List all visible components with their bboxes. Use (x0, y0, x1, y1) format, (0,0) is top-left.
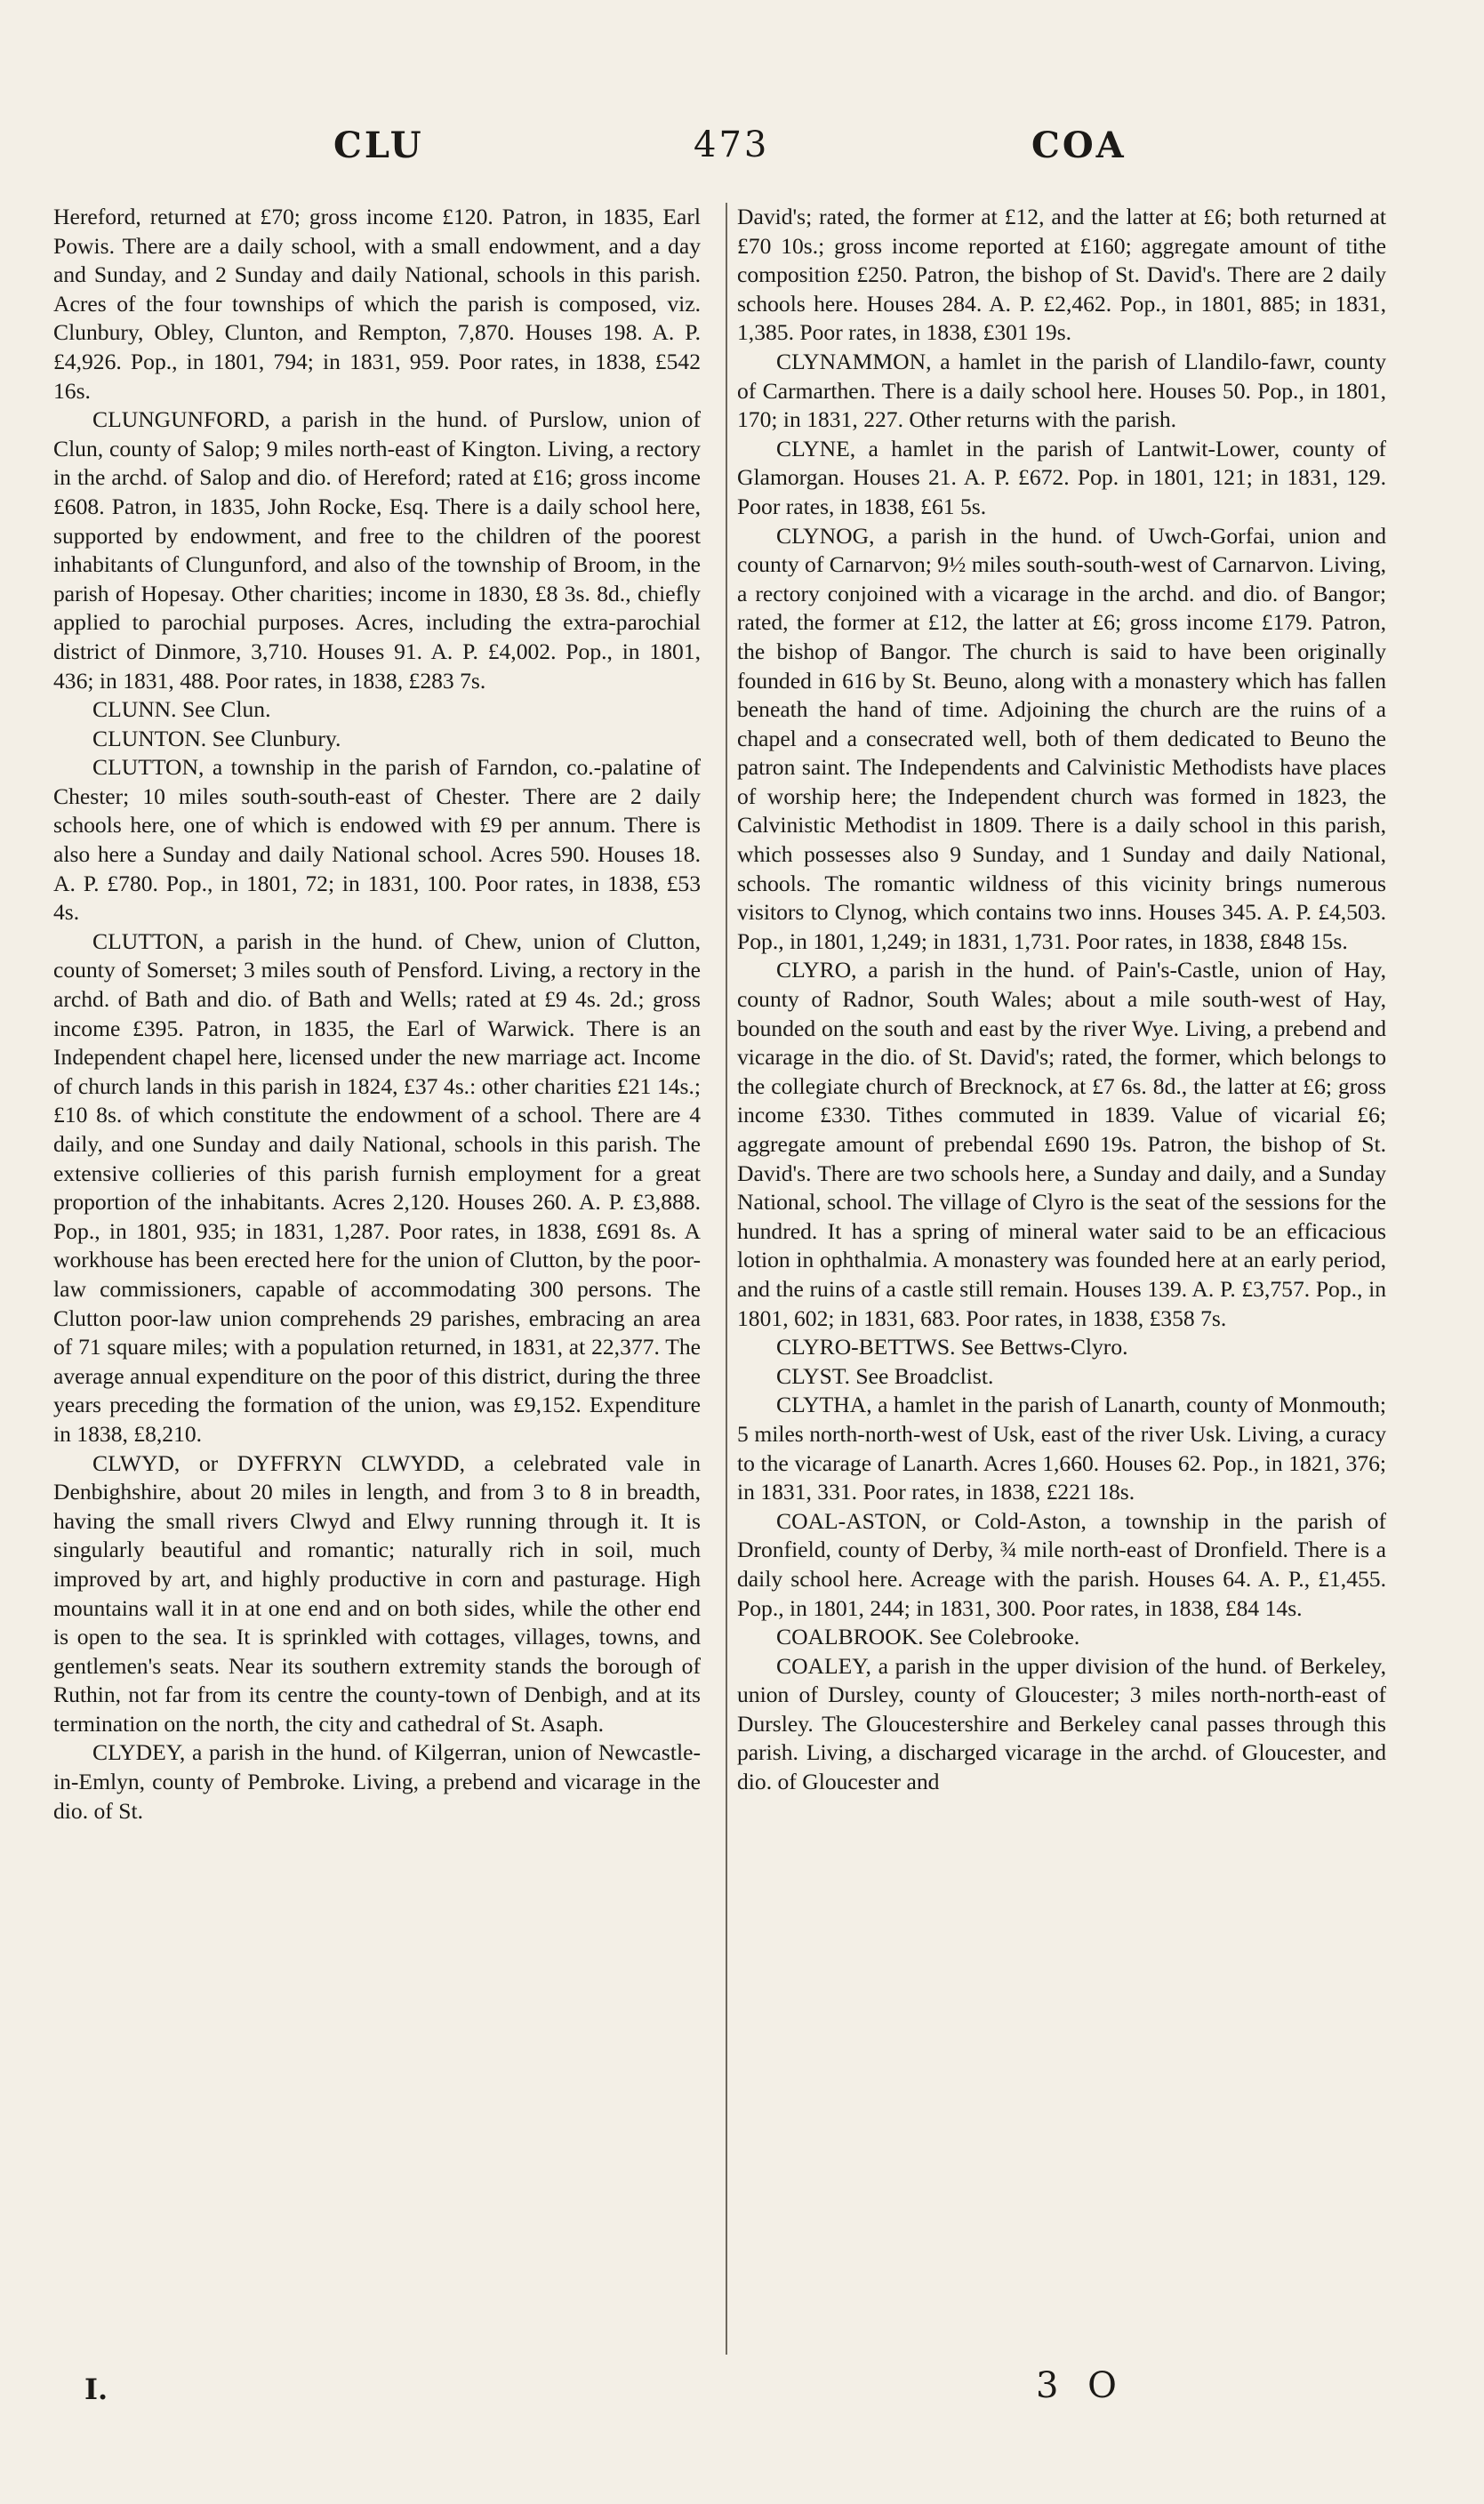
page-number: 473 (694, 124, 770, 165)
entry-coal-aston: COAL-ASTON, or Cold-Aston, a township in the parish of Dronfield, county of Derby, ¾ mile north-east of Dronfield. There is a daily school here. Acreage with the parish. Houses 64. A. P., £1,455. Pop., in 1801, 244; in 1831, 300. Poor rates, in 1838, £84 14s. (737, 1507, 1386, 1621)
signature-left: I. (84, 2372, 108, 2406)
entry-clytha: CLYTHA, a hamlet in the parish of Lanarth, county of Monmouth; 5 miles north-north-west of Usk, east of the river Usk. Living, a curacy to the vicarage of Lanarth. Acres 1,660. Houses 62. Pop., in 1821, 376; in 1831, 331. Poor rates, in 1838, £221 18s. (737, 1392, 1386, 1505)
entry-clynammon: CLYNAMMON, a hamlet in the parish of Llandilo-fawr, county of Carmarthen. There is a daily school here. Houses 50. Pop., in 1801, 170; in 1831, 227. Other returns with the parish. (737, 348, 1386, 433)
entry-clyro-bettws: CLYRO-BETTWS. See Bettws-Clyro. (776, 1334, 1128, 1360)
entry-clutton-parish: CLUTTON, a parish in the hund. of Chew, union of Clutton, county of Somerset; 3 miles south of Pensford. Living, a rectory in the archd. of Bath and dio. of Bath and Wells; rated at £9 4s. 2d.; gross income £395. Patron, in 1835, the Earl of Warwick. There is an Independent chapel here, licensed under the new marriage act. Income of church lands in this parish in 1824, £37 4s.: other charities £21 14s.; £10 8s. of which constitute the endowment of a school. There are 4 daily, and one Sunday and daily National, schools in this parish. The extensive collieries of this parish furnish employment for a great proportion of the inhabitants. Acres 2,120. Houses 260. A. P. £3,888. Pop., in 1801, 935; in 1831, 1,287. Poor rates, in 1838, £691 8s. A workhouse has been erected here for the union of Clutton, by the poor-law commissioners, capable of accommodating 300 persons. The Clutton poor-law union comprehends 29 parishes, embracing an area of 71 square miles; with a population returned, in 1831, at 22,377. The average annual expenditure on the poor of this district, during the three years preceding the formation of the union, was £9,152. Expenditure in 1838, £8,210. (53, 927, 701, 1447)
entry-clutton-township: CLUTTON, a township in the parish of Farndon, co.-palatine of Chester; 10 miles south-south-east of Chester. There are 2 daily schools here, one of which is endowed with £9 per annum. There is also here a Sunday and daily National school. Acres 590. Houses 18. A. P. £780. Pop., in 1801, 72; in 1831, 100. Poor rates, in 1838, £53 4s. (53, 754, 701, 926)
entry-clyne: CLYNE, a hamlet in the parish of Lantwit-Lower, county of Glamorgan. Houses 21. A. P. £672. Pop. in 1801, 121; in 1831, 129. Poor rates, in 1838, £61 5s. (737, 435, 1386, 519)
entry-clyst: CLYST. See Broadclist. (776, 1362, 994, 1389)
signature-mark: 3 O (1036, 2365, 1126, 2406)
entry-clwyd: CLWYD, or DYFFRYN CLWYDD, a celebrated vale in Denbighshire, about 20 miles in length, and from 3 to 8 in breadth, having the small rivers Clwyd and Elwy running through it. It is singularly beautiful and romantic; naturally rich in soil, much improved by art, and highly productive in corn and pasturage. High mountains wall it in at one end and on both sides, while the other end is open to the sea. It is sprinkled with cottages, villages, towns, and gentlemen's seats. Near its southern extremity stands the borough of Ruthin, not far from its centre the county-town of Denbigh, and at its termination on the north, the city and cathedral of St. Asaph. (53, 1449, 701, 1737)
left-column (53, 203, 701, 1826)
entry-clydey-continued: David's; rated, the former at £12, and the latter at £6; both returned at £70 10s.; gross income reported at £160; aggregate amount of tithe composition £250. Patron, the bishop of St. David's. There are 2 daily schools here. Houses 284. A. P. £2,462. Pop., in 1801, 885; in 1831, 1,385. Poor rates, in 1838, £301 19s. (737, 204, 1386, 346)
column-divider (726, 203, 727, 2355)
entry-clydey: CLYDEY, a parish in the hund. of Kilgerran, union of Newcastle-in-Emlyn, county of Pembroke. Living, a prebend and vicarage in the dio. of St. (53, 1739, 701, 1824)
entry-clungunford: CLUNGUNFORD, a parish in the hund. of Purslow, union of Clun, county of Salop; 9 miles north-east of Kington. Living, a rectory in the archd. of Salop and dio. of Hereford; rated at £16; gross income £608. Patron, in 1835, John Rocke, Esq. There is a daily school here, supported by endowment, and free to the children of the poorest inhabitants of Clungunford, and also of the township of Broom, in the parish of Hopesay. Other charities; income in 1830, £8 3s. 8d., chiefly applied to parochial purposes. Acres, including the extra-parochial district of Dinmore, 3,710. Houses 91. A. P. £4,002. Pop., in 1801, 436; in 1831, 488. Poor rates, in 1838, £283 7s. (53, 406, 701, 694)
entry-continuation: Hereford, returned at £70; gross income £120. Patron, in 1835, Earl Powis. There are a daily school, with a small endowment, and a day and Sunday, and 2 Sunday and daily National, schools in this parish. Acres of the four townships of which the parish is composed, viz. Clunbury, Obley, Clunton, and Rempton, 7,870. Houses 198. A. P. £4,926. Pop., in 1801, 794; in 1831, 959. Poor rates, in 1838, £542 16s. (53, 204, 701, 404)
entry-coalbrook: COALBROOK. See Colebrooke. (776, 1624, 1080, 1650)
entry-coaley: COALEY, a parish in the upper division of the hund. of Berkeley, union of Dursley, county of Gloucester; 3 miles north-north-east of Dursley. The Gloucestershire and Berkeley canal passes through this parish. Living, a discharged vicarage in the archd. of Gloucester, and dio. of Gloucester and (737, 1652, 1386, 1795)
entry-clyro: CLYRO, a parish in the hund. of Pain's-Castle, union of Hay, county of Radnor, South Wales; about a mile south-west of Hay, bounded on the south and east by the river Wye. Living, a prebend and vicarage in the dio. of St. David's; rated, the former, which belongs to the collegiate church of Brecknock, at £7 6s. 8d., the latter at £6; gross income £330. Tithes commuted in 1839. Value of vicarial £6; aggregate amount of prebendal £690 19s. Patron, the bishop of St. David's. There are two schools here, a Sunday and daily, and a Sunday National, school. The village of Clyro is the seat of the sessions for the hundred. It has a spring of mineral water said to be an efficacious lotion in ophthalmia. A monastery was founded here at an early period, and the ruins of a castle still remain. Houses 139. A. P. £3,757. Pop., in 1801, 602; in 1831, 683. Poor rates, in 1838, £358 7s. (737, 957, 1386, 1331)
entry-clynog: CLYNOG, a parish in the hund. of Uwch-Gorfai, union and county of Carnarvon; 9½ miles south-south-west of Carnarvon. Living, a rectory conjoined with a vicarage in the archd. and dio. of Bangor; rated, the former at £12, the latter at £6; gross income £179. Patron, the bishop of Bangor. The church is said to have been originally founded in 616 by St. Beuno, along with a monastery which has fallen beneath the hand of time. Adjoining the church are the ruins of a chapel and a consecrated well, both of them dedicated to Beuno the patron saint. The Independents and Calvinistic Methodists have places of worship here; the Independent church was formed in 1823, the Calvinistic Methodist in 1809. There is a daily school in this parish, which possesses also 9 Sunday, and 1 Sunday and daily National, schools. The romantic wildness of this vicinity brings numerous visitors to Clynog, which contains two inns. Houses 345. A. P. £4,503. Pop., in 1801, 1,249; in 1831, 1,731. Poor rates, in 1838, £848 15s. (737, 522, 1387, 954)
entry-clunn: CLUNN. See Clun. (92, 696, 271, 723)
entry-clunton: CLUNTON. See Clunbury. (92, 725, 341, 751)
running-head-right: COA (1031, 124, 1127, 166)
running-head-left: CLU (333, 124, 424, 166)
right-column (737, 203, 1386, 1797)
